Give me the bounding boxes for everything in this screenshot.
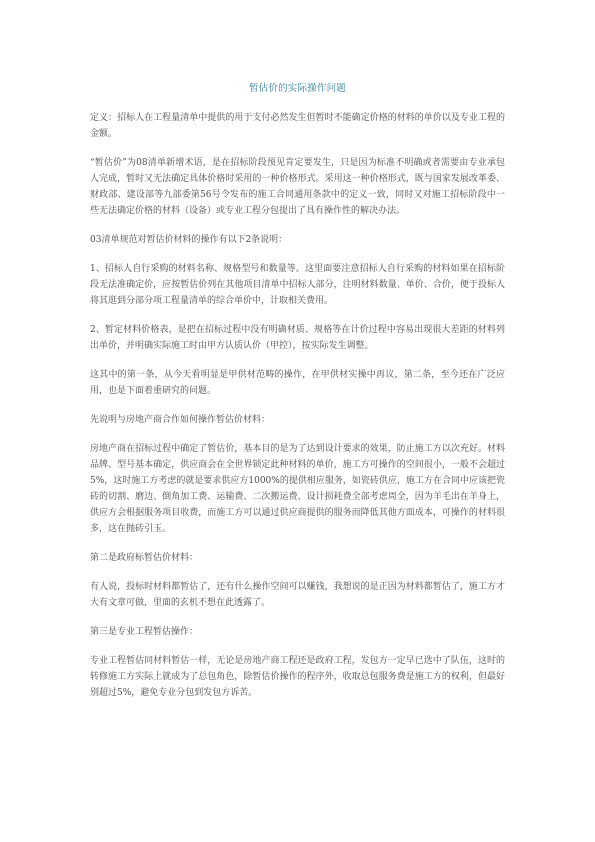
- paragraph-specialty-body: 专业工程暂估同材料暂估一样，无论是房地产商工程还是政府工程，发包方一定早已选中了队伍，这时的转修施工方实际上就成为了总包角色，除暂估价操作的程序外，收取总包服务费是施工方的权利，但最好别超过5%，避免专业分包到发包方诉苦。: [90, 656, 505, 698]
- paragraph-commentary: 这其中的第一条，从今天看明显是甲供材范畴的操作，在甲供材实操中再议，第二条，至今还在广泛应用，也是下面着重研究的问题。: [90, 370, 505, 396]
- document-title: 暂估价的实际操作问题: [248, 83, 346, 94]
- paragraph-developer-body: 房地产商在招标过程中确定了暂估价，基本目的是为了达到设计要求的效果，防止施工方以次充好。材料品牌、型号基本确定，供应商会在全世界锁定此种材料的单价，施工方可操作的空间很小，一般不会超过5%，这时施工方考虑的就是要求供应方1000%的提供相应服务，如瓷砖供应，施工方在合同中应该把瓷砖的切割、磨边、倒角加工费、运输费、二次搬运费、设计损耗费全部考虑周全，因为羊毛出在羊身上，供应方会根据服务项目收费，而施工方可以通过供应商提供的服务而降低其他方面成本，可操作的材料很多，这在抛砖引玉。: [90, 444, 505, 534]
- paragraph-03-spec-intro: 03清单规范对暂估价材料的操作有以下2条说明：: [90, 235, 288, 245]
- paragraph-government-body: 有人说，投标时材料都暂估了，还有什么操作空间可以赚钱，我想说的是正因为材料都暂估了，施工方才大有文章可做，里面的玄机不想在此透露了。: [90, 582, 505, 608]
- paragraph-specialty-heading: 第三是专业工程暂估操作：: [90, 627, 199, 637]
- paragraph-government-heading: 第二是政府标暂估价材料：: [90, 553, 199, 563]
- paragraph-definition: 定义：招标人在工程量清单中提供的用于支付必然发生但暂时不能确定价格的材料的单价以及专业工程的金额。: [90, 113, 505, 139]
- paragraph-rule-1: 1、招标人自行采购的材料名称、规格型号和数量等。这里面要注意招标人自行采购的材料如果在招标阶段无法准确定价，应按暂估价列在其他项目清单中招标人部分，注明材料数量、单价、合价，便于投标人将其逛到分部分项工程量清单的综合单价中，计取相关费用。: [90, 264, 505, 306]
- paragraph-rule-2: 2、暂定材料价格表，是把在招标过程中没有明确材质、规格等在计价过程中容易出现很大差距的材料列出单价，并明确实际施工时由甲方认质认价（甲控），按实际发生调整。: [90, 325, 505, 351]
- document-body: [90, 110, 505, 714]
- paragraph-term-explanation: “暂估价”为08清单新增术语，是在招标阶段预见肯定要发生，只是因为标准不明确或者需要由专业承包人完成，暂时又无法确定具体价格时采用的一种价格形式。采用这一种价格形式，既与国家发展改革委、财政部、建设部等九部委第56号令发布的施工合同通用条款中的定义一致，同时又对施工招标阶段中一些无法确定价格的材料（设备）或专业工程分包提出了具有操作性的解决办法。: [90, 158, 505, 216]
- paragraph-developer-heading: 先说明与房地产商合作如何操作暂估价材料：: [90, 415, 271, 425]
